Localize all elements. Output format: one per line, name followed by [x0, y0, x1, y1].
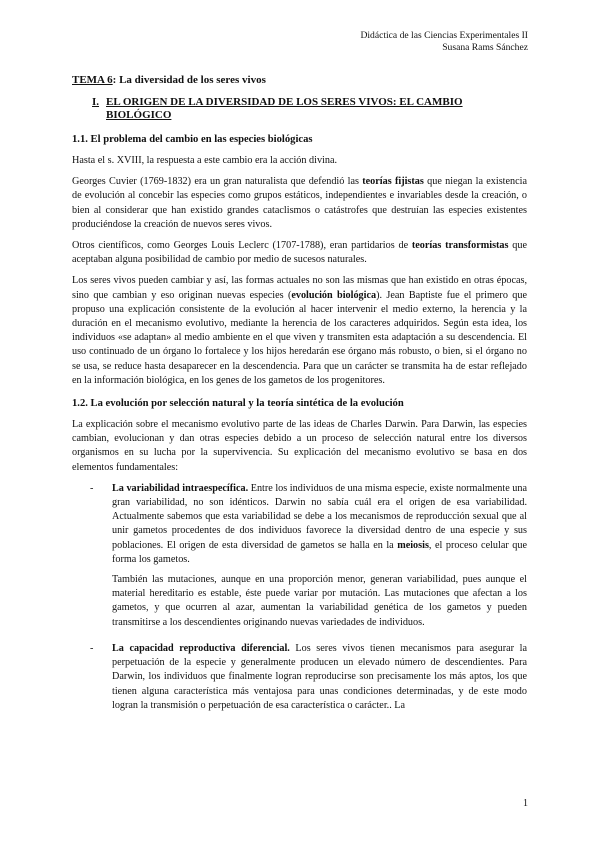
list-item-body — [112, 642, 527, 719]
chapter-name: : La diversidad de los seres vivos — [112, 74, 266, 86]
paragraph: Hasta el s. XVIII, la respuesta a este cambio era la acción divina. — [72, 155, 338, 166]
text-run: Georges Cuvier (1769-1832) era un gran naturalista que defendió las — [72, 176, 363, 188]
page-content — [72, 74, 527, 725]
text-run: Otros científicos, como Georges Louis Leclerc (1707-1788), eran partidarios de — [72, 240, 412, 252]
paragraph — [72, 175, 527, 232]
subsection-heading-2: 1.2. La evolución por selección natural y la teoría sintética de la evolución — [72, 398, 404, 410]
text-run: Los seres vivos pueden cambiar y así, las formas actuales no son las mismas que han existido en otras épocas, sino que cambian y eso originan nuevas especies ( — [72, 275, 527, 301]
header-author: Susana Rams Sánchez — [442, 42, 528, 53]
paragraph — [112, 482, 527, 567]
bold-term: La capacidad reproductiva diferencial. — [112, 642, 290, 654]
paragraph — [72, 274, 527, 388]
page-number: 1 — [523, 798, 528, 809]
list-item — [72, 642, 527, 719]
subsection-heading-1: 1.1. El problema del cambio en las especies biológicas — [72, 134, 313, 145]
paragraph: También las mutaciones, aunque en una proporción menor, generan variabilidad, pues aunque el material hereditario es estable, éste puede variar por mutación. Las mutaciones que afectan a los gametos, y que ocurren al azar, aumentan la variabilidad genética de los gametos y pueden transmitirse a los descendientes originando nuevas variedades de individuos. — [112, 574, 527, 628]
bold-term: teorías transformistas — [411, 240, 509, 252]
section-heading — [92, 96, 527, 122]
bold-term: teorías fijistas — [362, 176, 424, 188]
bold-term: La variabilidad intraespecífica. — [112, 482, 249, 494]
page-header — [360, 30, 528, 54]
paragraph — [112, 642, 527, 713]
text-run: Los seres vivos tienen mecanismos para asegurar la perpetuación de la especie y generalmente producen un elevado número de descendientes. Para Darwin, los individuos que finalmente logran reproducirse son precisamente los más aptos, los que tienen alguna característica más ventajosa para unas condiciones determinadas, y de este modo logran la transmisión o perpetuación de esa característica o carácter.. La — [112, 642, 527, 711]
bold-term: meiosis — [397, 539, 429, 551]
paragraph — [72, 239, 527, 267]
section-title: EL ORIGEN DE LA DIVERSIDAD DE LOS SERES VIVOS: EL CAMBIO BIOLÓGICO — [106, 96, 463, 121]
text-run: Entre los individuos de una misma especie, existe normalmente una gran variabilidad, no son idénticos. Darwin no sabía cuál era el origen de esa variabilidad. Actualmente sabemos que esta variabilidad se debe a los mecanismos de reproducción sexual que al unir gametos procedentes de dos individuos favorece la diversidad dentro de una especie y sus poblaciones. El origen de esta diversidad de gametos se halla en la — [112, 482, 527, 551]
text-run: que niegan la existencia de evolución al concebir las especies como grupos estáticos, independientes e invariables desde la creación, o bien al considerar que han existido grandes cataclismos o catástrofes que destruían las especies existentes produciéndose la creación de nuevos seres vivos. — [72, 176, 527, 230]
text-run: ). Jean Baptiste fue el primero que propuso una explicación consistente de la evolución al hacer intervenir el medio externo, la herencia y la duración en el mecanismo evolutivo, mediante la herencia de los caracteres adquiridos. Según esta idea, los individuos «se adaptan» al medio ambiente en el que viven y transmiten esta adaptación a su descendencia. El uso continuado de un órgano lo fortalece y los hijos heredarán ese órgano más robusto, o bien, si el órgano no se usa, se reduce hasta desaparecer en la descendencia. Para que un carácter se transmita ha de estar reflejado en la información biológica, en los genes de los gametos de los progenitores. — [72, 289, 527, 386]
text-run: que aceptaban alguna posibilidad de cambio por medio de sucesos naturales. — [72, 240, 527, 266]
list-item — [72, 482, 527, 636]
bold-term: evolución biológica — [291, 289, 377, 301]
list-dash: - — [90, 482, 94, 494]
header-course: Didáctica de las Ciencias Experimentales II — [360, 30, 528, 41]
list-dash: - — [90, 642, 94, 654]
text-run: , el proceso celular que forma los gametos. — [112, 539, 527, 565]
list-item-body — [112, 482, 527, 636]
section-number: I. — [92, 96, 100, 108]
paragraph: La explicación sobre el mecanismo evolutivo parte de las ideas de Charles Darwin. Para Darwin, las especies cambian, evolucionan y dan otras especies debido a un proceso de selección natural entre los diversos organismos en su lucha por la supervivencia. Su explicación del mecanismo evolutivo se basa en dos elementos fundamentales: — [72, 419, 527, 473]
chapter-title — [72, 74, 527, 86]
chapter-label: TEMA 6 — [72, 74, 113, 86]
